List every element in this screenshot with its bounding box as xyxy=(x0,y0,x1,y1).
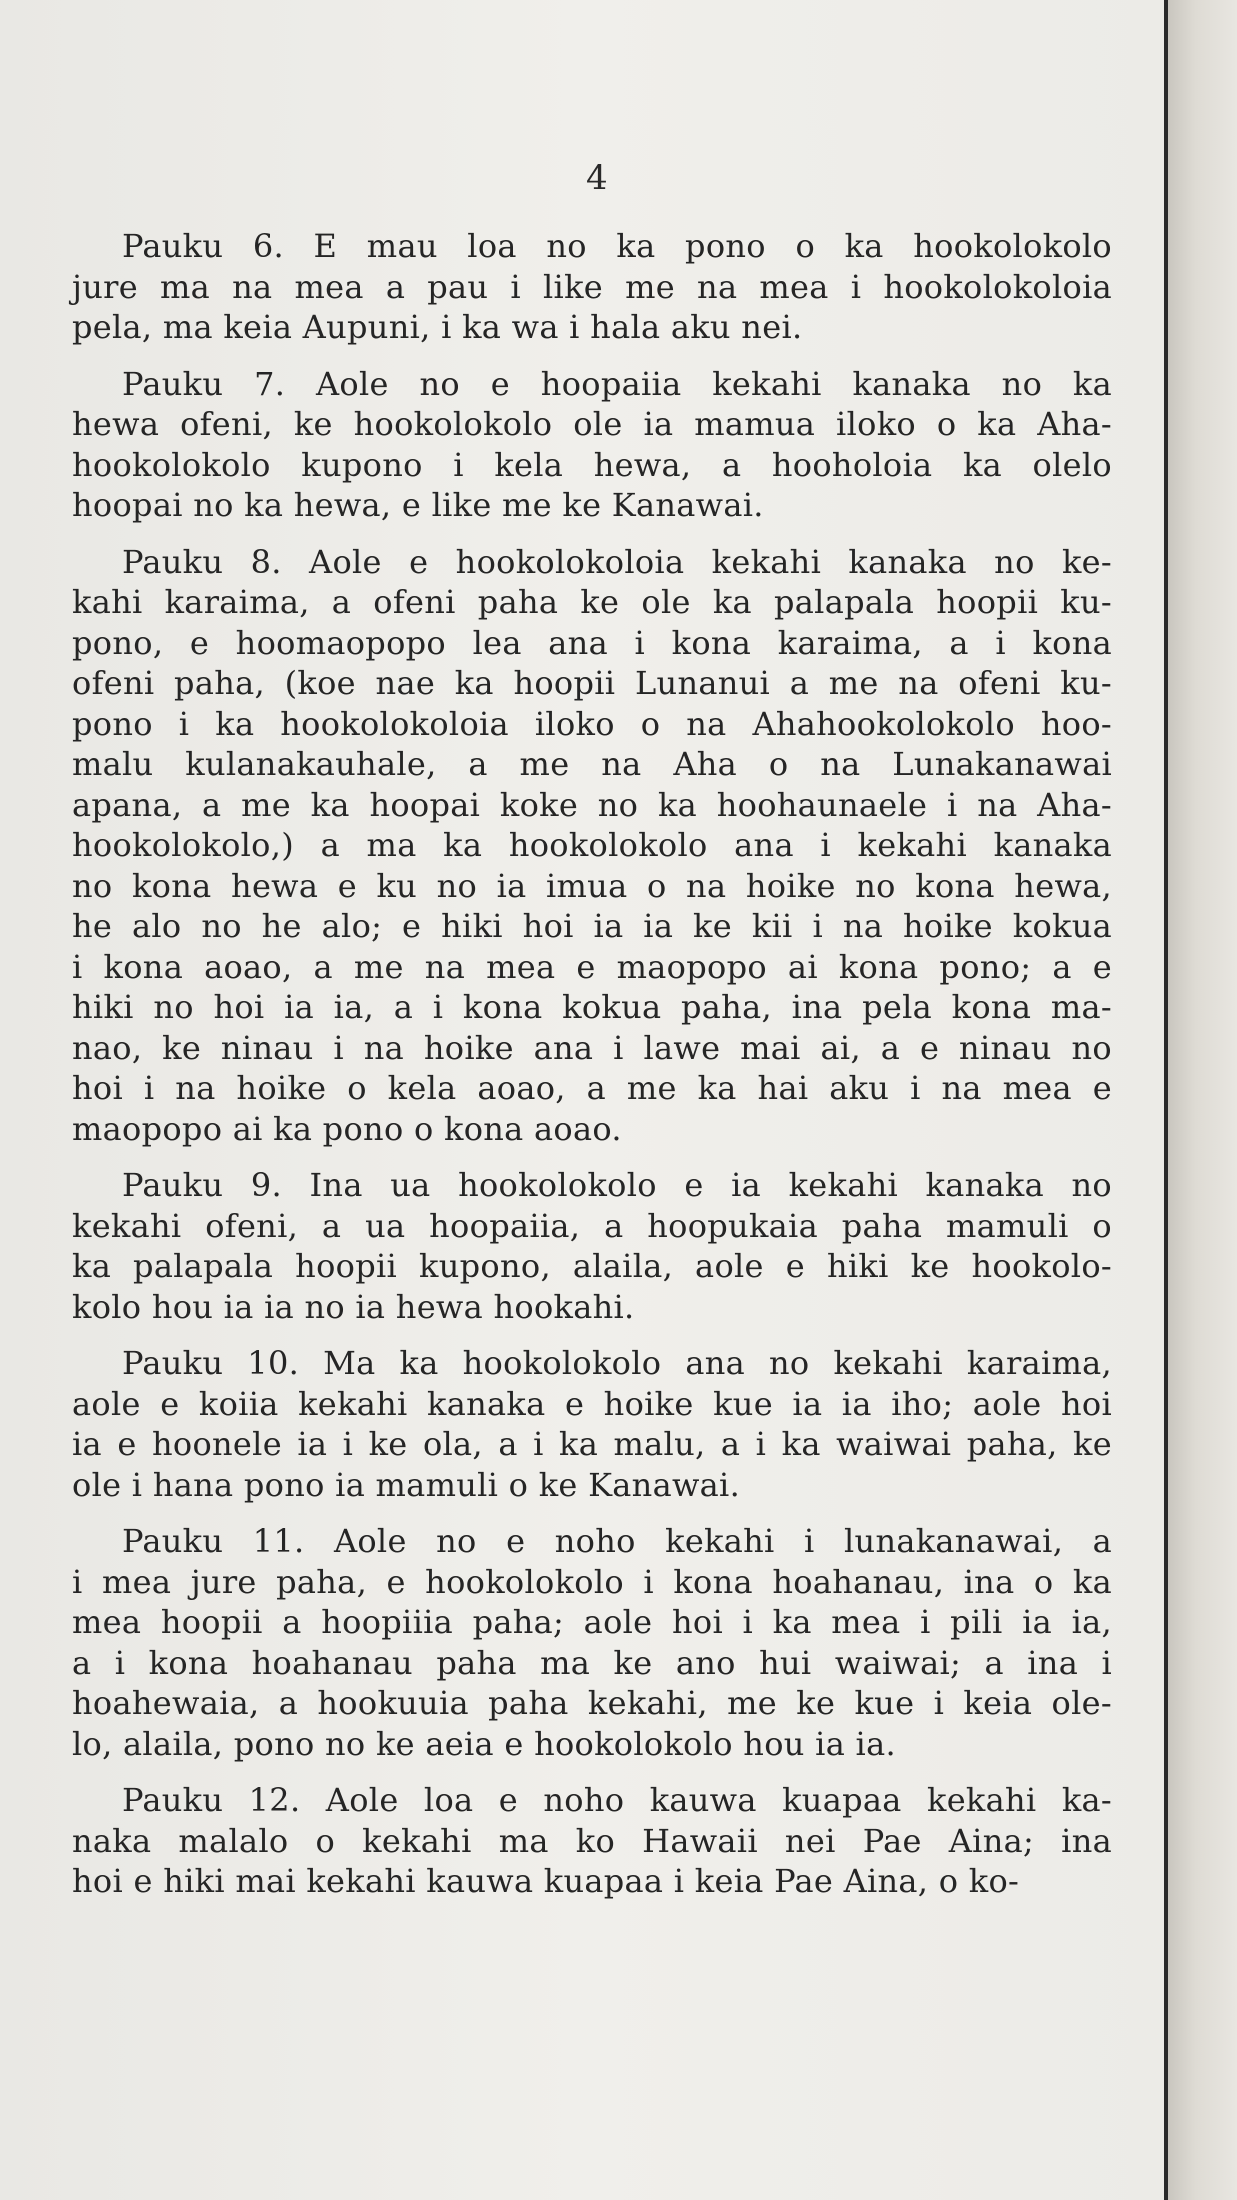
text-line: he alo no he alo; e hiki hoi ia ia ke kii i na hoike kokua xyxy=(72,907,1112,945)
text-line: apana, a me ka hoopai koke no ka hoohaunaele i na Aha- xyxy=(72,785,1112,824)
text-line: pono, e hoomaopopo lea ana i kona karaima, a i kona xyxy=(72,623,1112,662)
paragraph xyxy=(72,364,1112,526)
text-line: ka palapala hoopii kupono, alaila, aole e hiki ke hookolo- xyxy=(72,1247,1112,1285)
text-line: Pauku 6. E mau loa no ka pono o ka hookolokolo xyxy=(122,227,1112,265)
text-line: Pauku 12. Aole loa e noho kauwa kuapaa kekahi ka- xyxy=(122,1781,1112,1819)
text-line: hookolokolo kupono i kela hewa, a hooholoia ka olelo xyxy=(72,445,1112,484)
text-line: hewa ofeni, ke hookolokolo ole ia mamua iloko o ka Aha- xyxy=(72,405,1112,443)
text-line: i kona aoao, a me na mea e maopopo ai kona pono; a e xyxy=(72,947,1112,986)
text-line: Pauku 11. Aole no e noho kekahi i lunakanawai, a xyxy=(122,1522,1112,1560)
next-page-edge xyxy=(1168,0,1237,2200)
text-line: ole i hana pono ia mamuli o ke Kanawai. xyxy=(72,1465,741,1504)
text-line: hoopai no ka hewa, e like me ke Kanawai. xyxy=(72,486,764,524)
text-line: no kona hewa e ku no ia imua o na hoike no kona hewa, xyxy=(72,866,1112,905)
text-line: naka malalo o kekahi ma ko Hawaii nei Pae Aina; ina xyxy=(72,1821,1112,1860)
text-line: hoi e hiki mai kekahi kauwa kuapaa i keia Pae Aina, o ko- xyxy=(72,1862,1020,1900)
text-line: hoahewaia, a hookuuia paha kekahi, me ke kue i keia ole- xyxy=(72,1684,1112,1722)
text-line: Pauku 7. Aole no e hoopaiia kekahi kanaka no ka xyxy=(122,364,1112,403)
text-line: pono i ka hookolokoloia iloko o na Ahahookolokolo hoo- xyxy=(72,704,1112,743)
text-line: pela, ma keia Aupuni, i ka wa i hala aku nei. xyxy=(72,308,803,346)
text-line: Pauku 10. Ma ka hookolokolo ana no kekahi karaima, xyxy=(122,1344,1112,1382)
text-line: mea hoopii a hoopiiia paha; aole hoi i ka mea i pili ia ia, xyxy=(72,1603,1112,1641)
text-line: ofeni paha, (koe nae ka hoopii Lunanui a me na ofeni ku- xyxy=(72,664,1112,702)
paragraph xyxy=(72,542,1112,1150)
paragraph xyxy=(72,1521,1112,1764)
page-body-text xyxy=(72,226,1112,1918)
paragraph xyxy=(72,1343,1112,1505)
text-line: i mea jure paha, e hookolokolo i kona hoahanau, ina o ka xyxy=(72,1562,1112,1601)
text-line: aole e koiia kekahi kanaka e hoike kue ia ia iho; aole hoi xyxy=(72,1384,1112,1423)
text-line: kekahi ofeni, a ua hoopaiia, a hoopukaia paha mamuli o xyxy=(72,1206,1112,1245)
text-line: hoi i na hoike o kela aoao, a me ka hai aku i na mea e xyxy=(72,1069,1112,1107)
paragraph xyxy=(72,226,1112,348)
text-line: jure ma na mea a pau i like me na mea i hookolokoloia xyxy=(72,267,1112,306)
text-line: Pauku 9. Ina ua hookolokolo e ia kekahi kanaka no xyxy=(122,1166,1112,1204)
text-line: maopopo ai ka pono o kona aoao. xyxy=(72,1109,622,1148)
text-line: a i kona hoahanau paha ma ke ano hui waiwai; a ina i xyxy=(72,1643,1112,1682)
text-line: hookolokolo,) a ma ka hookolokolo ana i kekahi kanaka xyxy=(72,826,1112,864)
text-line: lo, alaila, pono no ke aeia e hookolokolo hou ia ia. xyxy=(72,1724,896,1763)
text-line: kolo hou ia ia no ia hewa hookahi. xyxy=(72,1287,635,1326)
text-line: nao, ke ninau i na hoike ana i lawe mai ai, a e ninau no xyxy=(72,1028,1112,1067)
text-line: hiki no hoi ia ia, a i kona kokua paha, ina pela kona ma- xyxy=(72,988,1112,1026)
paragraph xyxy=(72,1165,1112,1327)
text-line: ia e hoonele ia i ke ola, a i ka malu, a i ka waiwai paha, ke xyxy=(72,1425,1112,1463)
page-number: 4 xyxy=(586,158,608,198)
paragraph xyxy=(72,1780,1112,1902)
text-line: kahi karaima, a ofeni paha ke ole ka palapala hoopii ku- xyxy=(72,583,1112,621)
text-line: malu kulanakauhale, a me na Aha o na Lunakanawai xyxy=(72,745,1112,783)
text-line: Pauku 8. Aole e hookolokoloia kekahi kanaka no ke- xyxy=(122,542,1112,581)
